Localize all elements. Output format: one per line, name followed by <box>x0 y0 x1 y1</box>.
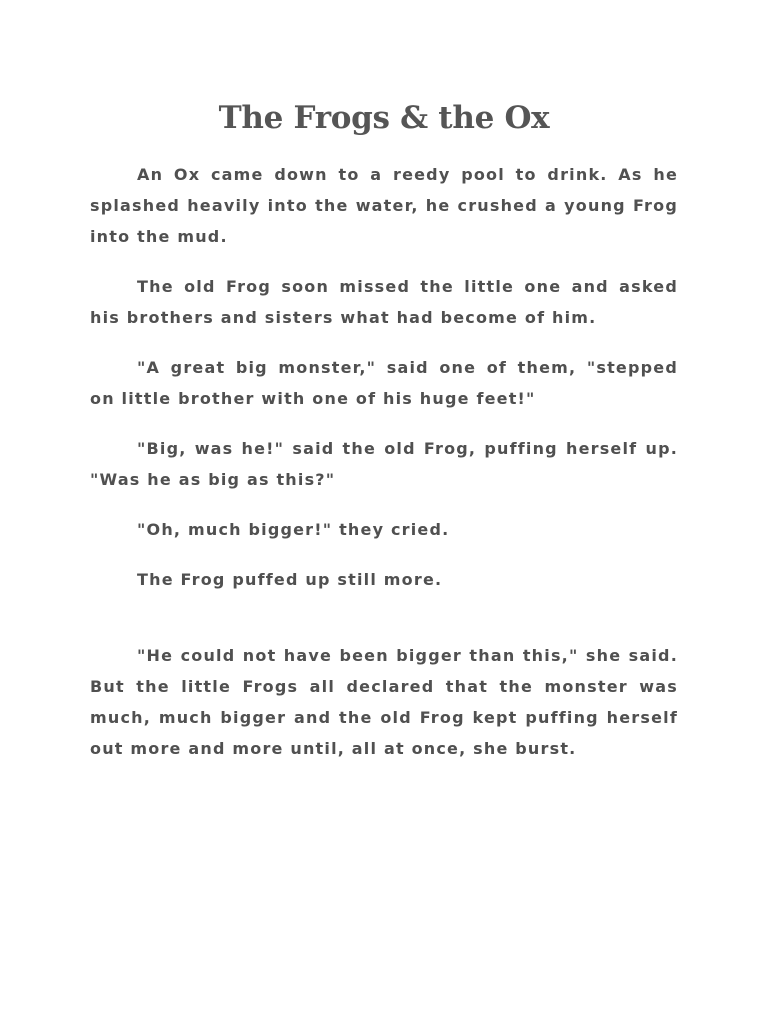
page-title: The Frogs & the Ox <box>218 100 550 136</box>
story-body <box>90 159 678 783</box>
paragraph-3: "A great big monster," said one of them, "stepped on little brother with one of his huge feet!" <box>90 358 678 408</box>
paragraph-7: "He could not have been bigger than this," she said. But the little Frogs all declared that the monster was much, much bigger and the old Frog kept puffing herself out more and more until, all at once, she burst. <box>90 646 678 758</box>
paragraph-6: The Frog puffed up still more. <box>137 570 443 589</box>
paragraph-5: "Oh, much bigger!" they cried. <box>137 520 450 539</box>
paragraph-4: "Big, was he!" said the old Frog, puffing herself up. "Was he as big as this?" <box>90 439 678 489</box>
paragraph-1: An Ox came down to a reedy pool to drink. As he splashed heavily into the water, he crushed a young Frog into the mud. <box>90 165 678 246</box>
paragraph-2: The old Frog soon missed the little one and asked his brothers and sisters what had become of him. <box>90 277 678 327</box>
